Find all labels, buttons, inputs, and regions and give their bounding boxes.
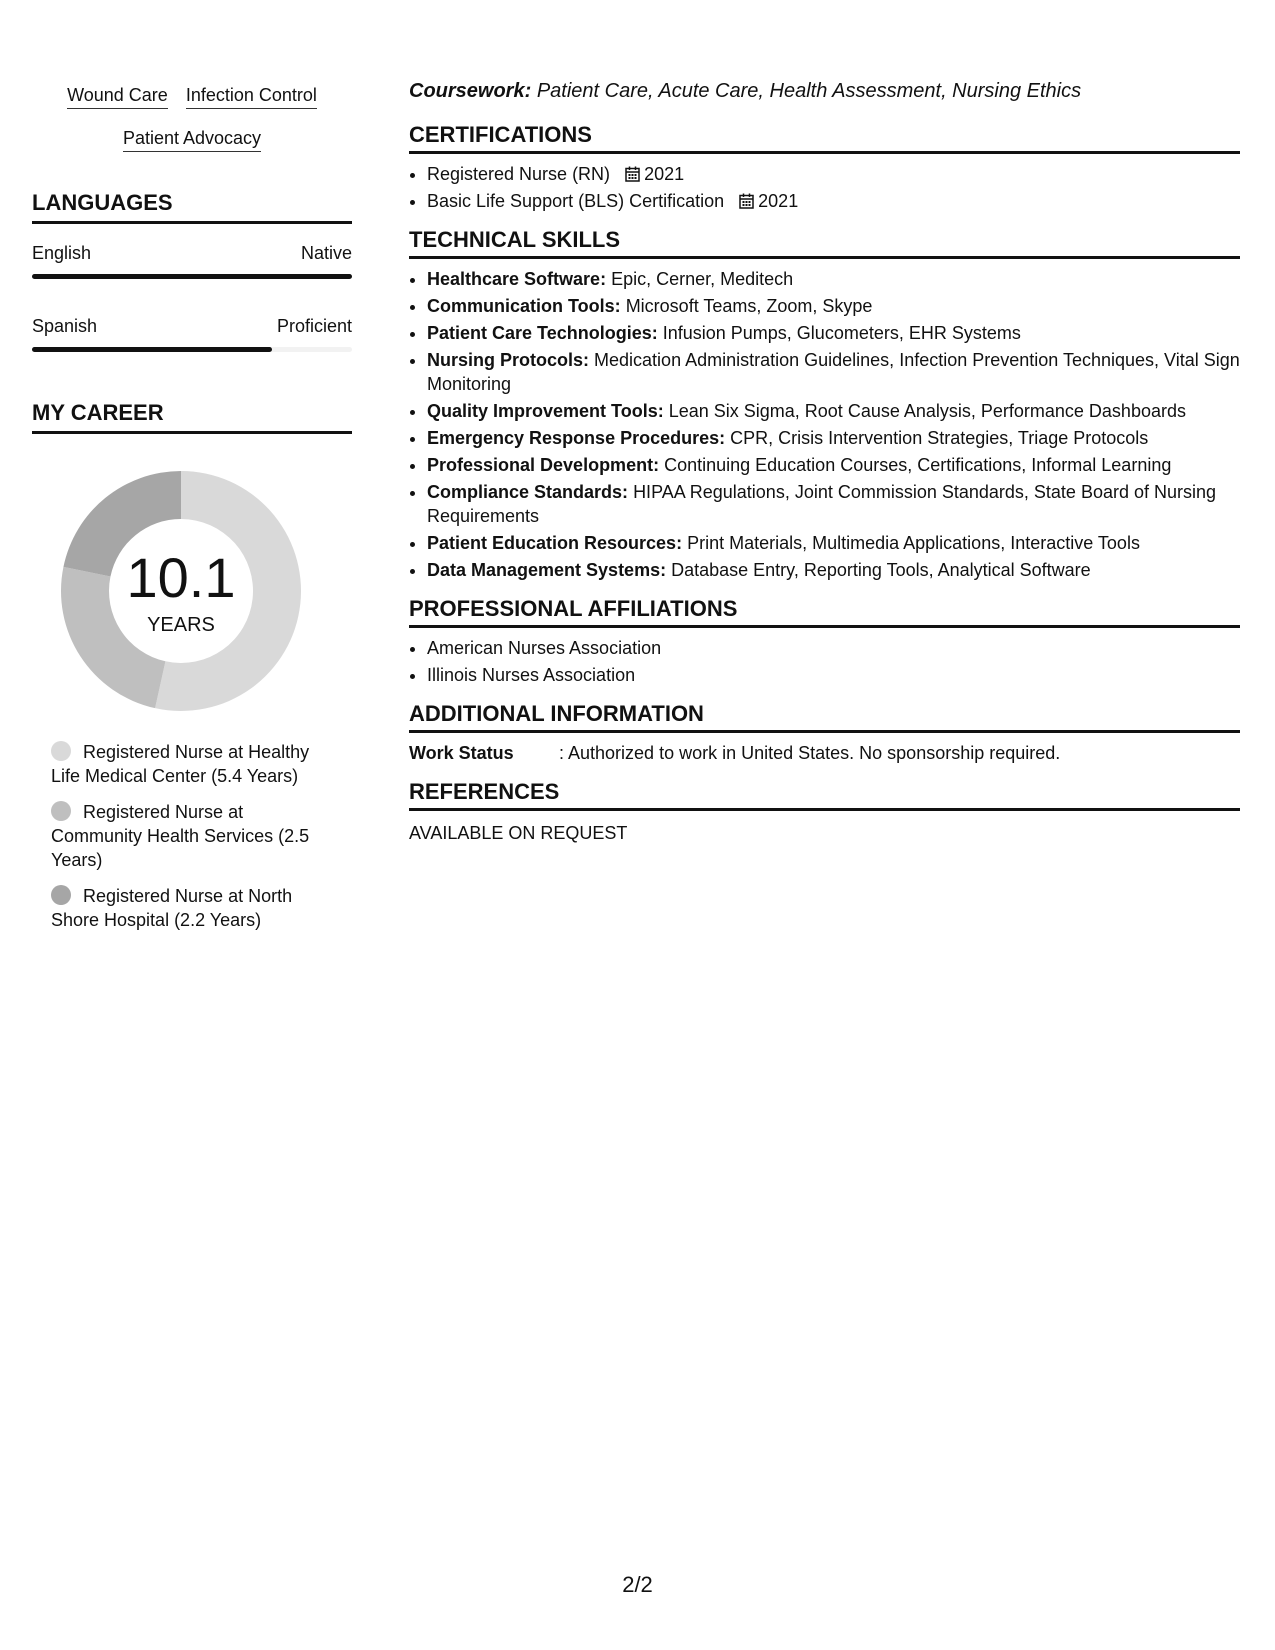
- certification-year: 2021: [758, 191, 799, 211]
- skill-tag: Wound Care: [67, 84, 168, 109]
- coursework-label: Coursework:: [409, 80, 532, 102]
- technical-skills-list: [409, 267, 1240, 582]
- skill-text: Infusion Pumps, Glucometers, EHR Systems: [662, 323, 1021, 343]
- language-bar-fill: [32, 274, 352, 279]
- language-bar-fill: [32, 347, 272, 352]
- skill-text: HIPAA Regulations, Joint Commission Standards, State Board of Nursing Requirements: [427, 482, 1217, 526]
- page-number: 2/2: [622, 1572, 653, 1597]
- main-content: [409, 78, 1240, 845]
- skill-label: Healthcare Software:: [427, 269, 607, 289]
- language-level: Native: [300, 243, 352, 263]
- skill-tag: Patient Advocacy: [123, 127, 261, 152]
- career-legend-item: [51, 800, 331, 872]
- skill-text: Epic, Cerner, Meditech: [611, 269, 794, 289]
- career-total-unit: YEARS: [147, 614, 215, 636]
- skill-tag: Infection Control: [186, 84, 317, 109]
- career-legend-text: Registered Nurse at Healthy Life Medical Center (5.4 Years): [51, 742, 310, 786]
- affiliation-item: • Illinois Nurses Association: [427, 663, 1240, 687]
- skill-text: Continuing Education Courses, Certifications, Informal Learning: [664, 455, 1172, 475]
- affiliation-item: • American Nurses Association: [427, 636, 1240, 660]
- skill-item: [427, 399, 1240, 423]
- career-legend-text: Registered Nurse at North Shore Hospital (2.2 Years): [51, 886, 293, 930]
- skill-label: Professional Development:: [427, 455, 660, 475]
- skill-label: Quality Improvement Tools:: [427, 401, 664, 421]
- skill-item: [427, 321, 1240, 345]
- certification-name: Basic Life Support (BLS) Certification: [427, 191, 725, 211]
- skill-item: [427, 558, 1240, 582]
- skill-item: [427, 267, 1240, 291]
- languages-heading: LANGUAGES: [32, 190, 352, 224]
- skill-label: Compliance Standards:: [427, 482, 629, 502]
- language-bar: [32, 274, 352, 279]
- skill-item: [427, 480, 1240, 528]
- language-name: Spanish: [32, 316, 98, 336]
- certification-date: [739, 191, 798, 211]
- coursework: [409, 78, 1240, 104]
- skill-label: Emergency Response Procedures:: [427, 428, 726, 448]
- affiliations-list: [409, 636, 1240, 687]
- skill-item: [427, 531, 1240, 555]
- skill-text: Lean Six Sigma, Root Cause Analysis, Performance Dashboards: [668, 401, 1186, 421]
- skill-item: [427, 294, 1240, 318]
- certification-item: [427, 162, 1240, 186]
- skill-text: Database Entry, Reporting Tools, Analytical Software: [671, 560, 1091, 580]
- skill-tags: [32, 84, 352, 152]
- language-bar: [32, 347, 352, 352]
- work-status: [409, 741, 1240, 765]
- skill-label: Patient Education Resources:: [427, 533, 683, 553]
- certifications-heading: CERTIFICATIONS: [409, 122, 1240, 154]
- work-status-text: : Authorized to work in United States. No sponsorship required.: [559, 743, 1061, 763]
- calendar-icon: [739, 193, 754, 209]
- career-legend-text: Registered Nurse at Community Health Services (2.5 Years): [51, 802, 310, 870]
- skill-item: [427, 453, 1240, 477]
- skill-label: Patient Care Technologies:: [427, 323, 658, 343]
- languages-list: [32, 242, 352, 352]
- career-legend-item: [51, 740, 331, 788]
- technical-skills-heading: TECHNICAL SKILLS: [409, 227, 1240, 259]
- skill-text: Medication Administration Guidelines, Infection Prevention Techniques, Vital Sign Monitoring: [427, 350, 1240, 394]
- skill-item: [427, 348, 1240, 396]
- certification-year: 2021: [644, 164, 685, 184]
- sidebar: [32, 84, 352, 944]
- career-donut-chart: [56, 466, 306, 716]
- certifications-list: [409, 162, 1240, 213]
- skill-label: Data Management Systems:: [427, 560, 667, 580]
- legend-swatch: [51, 885, 71, 905]
- skill-text: Print Materials, Multimedia Applications, Interactive Tools: [687, 533, 1140, 553]
- language-level: Proficient: [276, 316, 352, 336]
- skill-label: Communication Tools:: [427, 296, 621, 316]
- work-status-label: Work Status: [409, 743, 514, 763]
- skill-label: Nursing Protocols:: [427, 350, 590, 370]
- certification-date: [625, 164, 684, 184]
- language-item: [32, 242, 352, 279]
- coursework-text: Patient Care, Acute Care, Health Assessment, Nursing Ethics: [536, 80, 1082, 102]
- language-name: English: [32, 243, 92, 263]
- calendar-icon: [625, 166, 640, 182]
- career-heading: MY CAREER: [32, 400, 352, 434]
- certification-name: Registered Nurse (RN): [427, 164, 611, 184]
- certification-item: [427, 189, 1240, 213]
- references-heading: REFERENCES: [409, 779, 1240, 811]
- affiliations-heading: PROFESSIONAL AFFILIATIONS: [409, 596, 1240, 628]
- skill-item: [427, 426, 1240, 450]
- skill-text: CPR, Crisis Intervention Strategies, Triage Protocols: [730, 428, 1149, 448]
- legend-swatch: [51, 801, 71, 821]
- language-item: [32, 315, 352, 352]
- references-text: AVAILABLE ON REQUEST: [409, 823, 628, 843]
- legend-swatch: [51, 741, 71, 761]
- career-total-years: 10.1: [126, 546, 236, 609]
- career-legend-item: [51, 884, 331, 932]
- career-legend: [51, 740, 331, 932]
- additional-info-heading: ADDITIONAL INFORMATION: [409, 701, 1240, 733]
- skill-text: Microsoft Teams, Zoom, Skype: [625, 296, 873, 316]
